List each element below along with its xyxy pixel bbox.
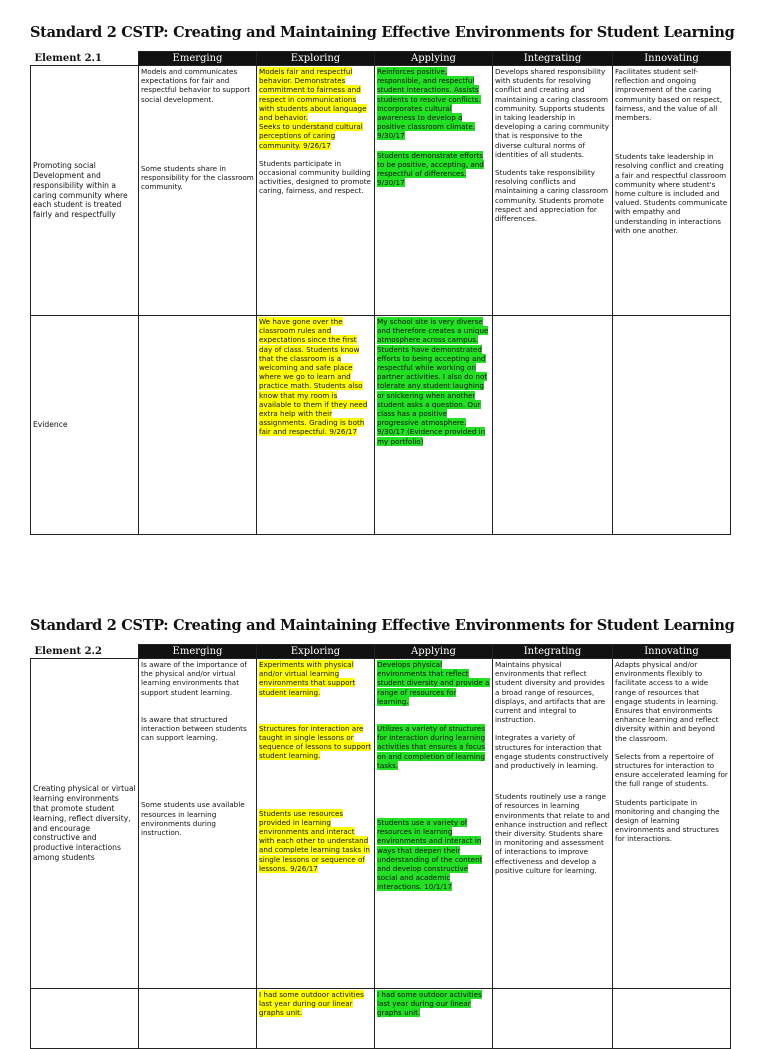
cell-emerging [139, 66, 257, 316]
cell-applying [375, 66, 493, 316]
cell-text: Students take leadership in resolving conflict and creating a fair and respectful classroom community where student's home culture is included and valued. Students communicate with empathy and understanding in interactions with one another. [615, 152, 728, 235]
cell-paragraph [259, 660, 372, 697]
section-element-2-1 [30, 24, 735, 535]
cell-paragraph [259, 809, 372, 873]
table-row [31, 659, 731, 989]
cell-paragraph [259, 67, 372, 122]
highlighted-text: Students use resources provided in learning environments and interact with each other to understand and complete learning tasks in single lessons or sequence of lessons. 9/26/17 [259, 808, 370, 873]
cell-text: Adapts physical and/or environments flexibly to facilitate access to a wide range of resources that engage students in learning. Ensures that environments enhance learning and reflect diversity within and beyond the classroom. [615, 660, 719, 743]
element-label: Element 2.2 [31, 645, 139, 659]
cell-paragraph [377, 67, 490, 104]
row-label-text: Evidence [33, 420, 68, 430]
cell-innovating [613, 659, 731, 989]
highlighted-text: Reinforces positive, responsible, and respectful student interactions. Assists students to resolve conflicts. [377, 67, 481, 104]
section-title: Standard 2 CSTP: Creating and Maintaining Effective Environments for Student Learning [30, 24, 735, 41]
highlighted-text: Models fair and respectful behavior. Demonstrates commitment to fairness and respect in communications with students about language and behavior. [259, 67, 367, 123]
header-row [31, 645, 731, 659]
cell-text: Models and communicates expectations for fair and respectful behavior to support social development. [141, 67, 251, 104]
cell-text: Integrates a variety of structures for interaction that engage students constructively and productively in learning. [495, 733, 609, 771]
cell-paragraph [377, 818, 490, 892]
column-header-integrating: Integrating [493, 645, 613, 659]
cell-emerging [139, 989, 257, 1049]
cell-applying [375, 989, 493, 1049]
cell-text: Students take responsibility resolving conflicts and maintaining a caring classroom community. Students promote respect and appreciation for differences. [495, 168, 608, 224]
cell-innovating [613, 316, 731, 535]
highlighted-text: My school site is very diverse and therefore creates a unique atmosphere across campus. Students have demonstrated efforts to being accepting and respectful while working on partner activities. I also do not tolerate any student laughing or snickering when another student asks a question. Our class has a positive progressive atmosphere. 9/30/17 (Evidence provided in my portfolio) [377, 317, 489, 446]
row-label [31, 66, 139, 316]
column-header-applying: Applying [375, 52, 493, 66]
cell-text: Is aware that structured interaction between students can support learning. [141, 714, 247, 743]
cell-text: Students participate in occasional community building activities, designed to promote caring, fairness, and respect. [259, 158, 371, 196]
highlighted-text: I had some outdoor activities last year during our linear graphs unit. [259, 990, 364, 1018]
highlighted-text: We have gone over the classroom rules and expectations since the first day of class. Students know that the classroom is a welcoming and safe place where we go to learn and practice math. Students also know that my room is available to them if they need extra help with their assignments. Grading is both fair and respectful. 9/26/17 [259, 317, 368, 437]
cell-exploring [257, 659, 375, 989]
column-header-innovating: Innovating [613, 52, 731, 66]
highlighted-text: Incorporates cultural awareness to develop a positive classroom climate. 9/30/17 [377, 103, 476, 141]
cell-text: Students routinely use a range of resources in learning environments that relate to and enhance instruction and reflect their diversity. Students share in monitoring and assessment of interactions to improve effectiveness and develop a positive culture for learning. [495, 792, 610, 875]
section-title: Standard 2 CSTP: Creating and Maintaining Effective Environments for Student Learning [30, 617, 735, 634]
cell-text: Selects from a repertoire of structures for interaction to ensure accelerated learning for the full range of students. [615, 751, 728, 789]
column-header-exploring: Exploring [257, 645, 375, 659]
highlighted-text: I had some outdoor activities last year during our linear graphs unit. [377, 990, 482, 1018]
table-row [31, 316, 731, 535]
highlighted-text: Utilizes a variety of structures for interaction during learning activities that ensures a focus on and completion of learning tasks. [377, 724, 486, 770]
cell-innovating [613, 989, 731, 1049]
cell-text: Maintains physical environments that reflect student diversity and provides a broad range of resources, displays, and artifacts that are current and integral to instruction. [495, 660, 606, 725]
cell-text: Some students use available resources in learning environments during instruction. [141, 800, 245, 838]
highlighted-text: Structures for interaction are taught in single lessons or sequence of lessons to support student learning. [259, 723, 372, 761]
cell-applying [375, 659, 493, 989]
cell-exploring [257, 989, 375, 1049]
cell-emerging [139, 659, 257, 989]
table-row [31, 66, 731, 316]
cell-paragraph [377, 151, 490, 188]
element-label: Element 2.1 [31, 52, 139, 66]
cell-paragraph [377, 104, 490, 141]
column-header-emerging: Emerging [139, 645, 257, 659]
cell-text: Is aware of the importance of the physical and/or virtual learning environments that support student learning. [141, 660, 247, 697]
column-header-emerging: Emerging [139, 52, 257, 66]
cell-text: Facilitates student self-reflection and ongoing improvement of the caring community based on respect, fairness, and the value of all members. [615, 67, 723, 123]
column-header-exploring: Exploring [257, 52, 375, 66]
row-label [31, 659, 139, 989]
cell-paragraph [259, 122, 372, 150]
cell-integrating [493, 659, 613, 989]
rubric-table [30, 644, 731, 1049]
cell-text: Develops shared responsibility with students for resolving conflict and creating and maintaining a caring classroom community. Supports students in taking leadership in developing a caring community that is responsive to the diverse cultural norms of identities of all students. [495, 67, 609, 159]
row-label [31, 316, 139, 535]
header-row [31, 52, 731, 66]
cell-integrating [493, 66, 613, 316]
cell-paragraph [259, 724, 372, 761]
column-header-integrating: Integrating [493, 52, 613, 66]
section-element-2-2 [30, 617, 735, 1049]
cell-paragraph [377, 724, 490, 770]
table-row [31, 989, 731, 1049]
highlighted-text: Seeks to understand cultural perceptions of caring community. 9/26/17 [259, 122, 363, 150]
cell-text: Some students share in responsibility for the classroom community. [141, 163, 254, 192]
cell-exploring [257, 66, 375, 316]
cell-text: Students participate in monitoring and changing the design of learning environments and structures for interactions. [615, 797, 720, 844]
cell-innovating [613, 66, 731, 316]
column-header-innovating: Innovating [613, 645, 731, 659]
cell-paragraph [377, 660, 490, 706]
rubric-table [30, 51, 731, 535]
highlighted-text: Experiments with physical and/or virtual learning environments that support student learning. [259, 660, 356, 697]
row-label [31, 989, 139, 1049]
cell-integrating [493, 989, 613, 1049]
row-label-text: Promoting social Development and responsibility within a caring community where each student is treated fairly and respectfully [33, 161, 128, 220]
highlighted-text: Students demonstrate efforts to be positive, accepting, and respectful of differences. 9/30/17 [377, 150, 484, 188]
cell-applying [375, 316, 493, 535]
cell-emerging [139, 316, 257, 535]
column-header-applying: Applying [375, 645, 493, 659]
row-label-text: Creating physical or virtual learning environments that promote student learning, reflect diversity, and encourage constructive and productive interactions among students [33, 784, 136, 862]
cell-exploring [257, 316, 375, 535]
highlighted-text: Develops physical environments that reflect student diversity and provide a range of resources for learning. [377, 660, 490, 706]
highlighted-text: Students use a variety of resources in learning environments and interact in ways that deepen their understanding of the content and develop constructive social and academic interactions. 10/1/17 [377, 818, 483, 892]
cell-integrating [493, 316, 613, 535]
